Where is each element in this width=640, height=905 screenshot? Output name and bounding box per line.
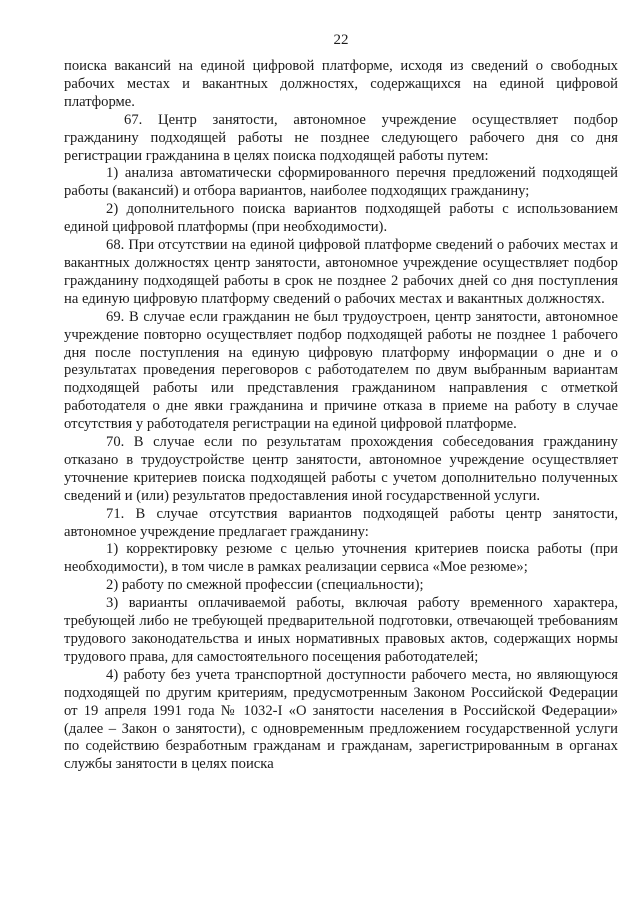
paragraph-71-item-4: 4) работу без учета транспортной доступности рабочего места, но являющуюся подходящей по другим критериям, предусмотренным Законом Российской Федерации от 19 апреля 1991 года № 1032-I «О занятости населения в Российской Федерации» (далее – Закон о занятости), с одновременным предложением государственной услуги по содействию безработным гражданам и гражданам, зарегистрированным в органах службы занятости в целях поиска [64,666,618,773]
paragraph-67: 67. Центр занятости, автономное учреждение осуществляет подбор гражданину подходящей работы не позднее следующего рабочего дня со дня регистрации гражданина в целях поиска подходящей работы путем: [64,111,618,164]
paragraph-69: 69. В случае если гражданин не был трудоустроен, центр занятости, автономное учреждение повторно осуществляет подбор подходящей работы не позднее 1 рабочего дня после поступления на единую цифровую платформу информации о дне и о результатах проведения переговоров с работодателем по двум выбранным вариантам подходящей работы или представления гражданином направления с отметкой работодателя о дне явки гражданина и причине отказа в приеме на работу в случае отсутствия у работодателя регистрации на единой цифровой платформе. [64,308,618,433]
document-body [64,58,618,774]
paragraph-67-item-2: 2) дополнительного поиска вариантов подходящей работы с использованием единой цифровой платформы (при необходимости). [64,201,618,236]
paragraph-70: 70. В случае если по результатам прохождения собеседования гражданину отказано в трудоустройстве центр занятости, автономное учреждение осуществляет уточнение критериев поиска подходящей работы с учетом дополнительно полученных сведений и (или) результатов предоставления иной государственной услуги. [64,434,618,504]
paragraph-71-item-1: 1) корректировку резюме с целью уточнения критериев поиска работы (при необходимости), в том числе в рамках реализации сервиса «Мое резюме»; [64,541,618,576]
paragraph-71: 71. В случае отсутствия вариантов подходящей работы центр занятости, автономное учреждение предлагает гражданину: [64,505,618,540]
paragraph-71-item-3: 3) варианты оплачиваемой работы, включая работу временного характера, требующей либо не требующей предварительной подготовки, отвечающей требованиям трудового законодательства и иных нормативных правовых актов, содержащих нормы трудового права, для самостоятельного посещения работодателей; [64,595,618,665]
page-number: 22 [333,32,349,48]
paragraph-68: 68. При отсутствии на единой цифровой платформе сведений о рабочих местах и вакантных должностях центр занятости, автономное учреждение осуществляет подбор гражданину подходящей работы в срок не позднее 2 рабочих дней со дня поступления на единую цифровую платформу сведений о рабочих местах и вакантных должностях. [64,237,618,307]
paragraph-71-item-2: 2) работу по смежной профессии (специальности); [106,577,424,594]
paragraph-continuation: поиска вакансий на единой цифровой платформе, исходя из сведений о свободных рабочих местах и вакантных должностях, содержащихся на единой цифровой платформе. [64,58,618,110]
paragraph-67-item-1: 1) анализа автоматически сформированного перечня предложений подходящей работы (вакансий) и отбора вариантов, наиболее подходящих гражданину; [64,165,618,200]
